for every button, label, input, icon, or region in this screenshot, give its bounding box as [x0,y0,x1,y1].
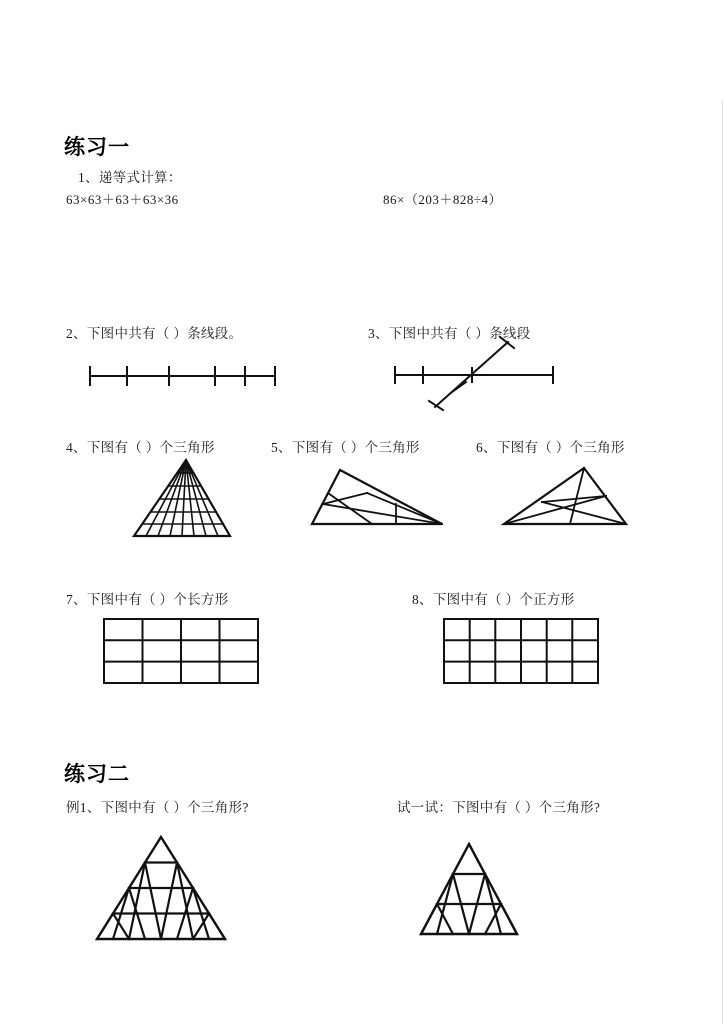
problem-1-expression-right: 86×（203＋828÷4） [383,192,502,207]
page-edge [722,100,723,1024]
section-title-exercise-two: 练习二 [64,762,130,786]
problem-3-label: 3、下图中共有（ ）条线段 [368,326,531,341]
figure-grid-4x3 [103,618,259,684]
figure-triangular-grid-4-rows [93,833,233,945]
figure-triangular-grid-3-rows [416,840,526,940]
problem-7-label: 7、下图中有（ ）个长方形 [66,592,229,607]
figure-scalene-triangle-cevians [310,462,445,530]
figure-triangle-fan-grid [132,458,232,540]
problem-4-label: 4、下图有（ ）个三角形 [66,440,215,455]
problem-1-expression-left: 63×63＋63＋63×36 [66,192,179,207]
problem-2-label: 2、下图中共有（ ）条线段。 [66,326,243,341]
figure-number-line-4-ticks [85,358,285,392]
figure-crossed-segments [390,332,565,412]
figure-grid-6x3 [443,618,599,684]
problem-1-label: 1、递等式计算： [78,170,182,185]
section-title-exercise-one: 练习一 [64,135,130,159]
try-it-label: 试一试：下图中有（ ）个三角形? [397,800,601,815]
problem-8-label: 8、下图中有（ ）个正方形 [412,592,575,607]
problem-6-label: 6、下图有（ ）个三角形 [476,440,625,455]
figure-triangle-three-cevians [500,462,635,530]
problem-5-label: 5、下图有（ ）个三角形 [271,440,420,455]
example-1-label: 例1、下图中有（ ）个三角形? [66,800,249,815]
